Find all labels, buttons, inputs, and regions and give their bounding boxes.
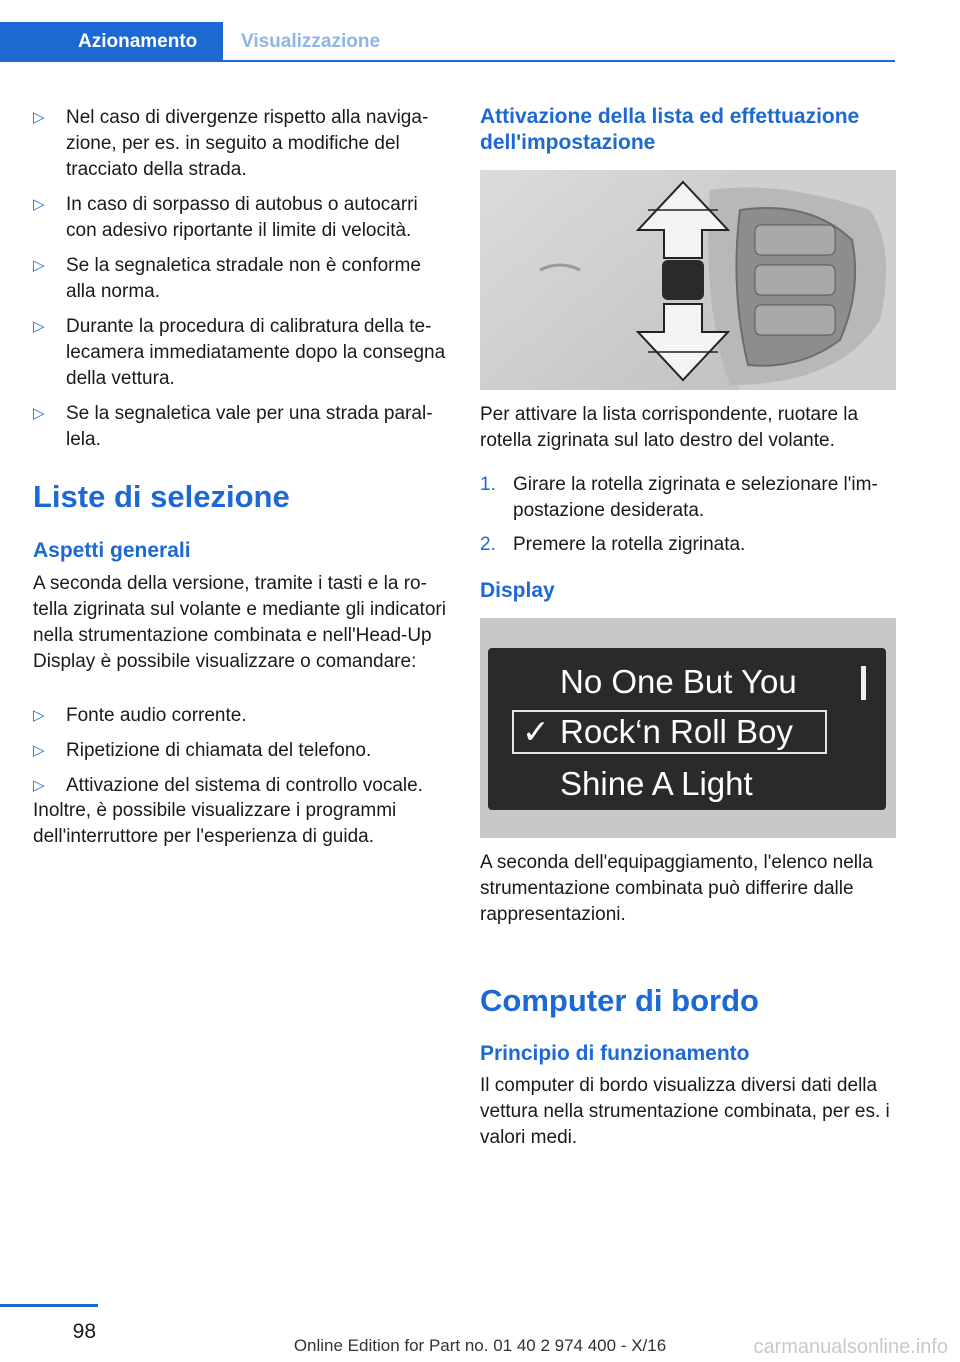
intro-paragraph: A seconda della versione, tramite i tasti e la rotella zigrinata sul volante e mediante gli indicatori nella strumentazione combinata e nell'Head-Up Display è possibile visualizzare o comandare: [33, 573, 446, 672]
bullet-list-bottom [33, 703, 448, 808]
triangle-bullet-icon: ▷ [33, 405, 45, 422]
list-item: 2. Premere la rotella zigrinata. [480, 534, 746, 555]
list-item: ▷ Fonte audio corrente. [33, 703, 448, 729]
paragraph-computer: Il computer di bordo visualizza diversi dati della vettura nella strumentazione combinata, per es. i valori medi. [480, 1075, 890, 1148]
paragraph-equipaggiamento: A seconda dell'equipaggiamento, l'elenco nella strumentazione combinata può differire dalle rappresentazioni. [480, 852, 873, 925]
outro-paragraph: Inoltre, è possibile visualizzare i programmi dell'interruttore per l'esperienza di guida. [33, 800, 397, 847]
list-item: ▷ Se la segnaletica stradale non è conforme alla norma. [33, 255, 421, 302]
list-item: ▷ Se la segnaletica vale per una strada parallela. [33, 403, 433, 450]
triangle-bullet-icon: ▷ [33, 257, 45, 274]
subsection-title-attivazione: Attivazione della lista ed effettuazione dell'impostazione [480, 105, 860, 154]
page-number: 98 [72, 1320, 96, 1343]
display-figure [480, 618, 896, 838]
triangle-bullet-icon: ▷ [33, 196, 45, 213]
display-item-1: No One But You [560, 663, 797, 700]
list-item: ▷ In caso di sorpasso di autobus o autocarri con adesivo riportante il limite di velocità. [33, 194, 418, 241]
triangle-bullet-icon: ▷ [33, 109, 45, 126]
tab-azionamento[interactable]: Azionamento [0, 22, 223, 62]
paragraph-attivare: Per attivare la lista corrispondente, ruotare la rotella zigrinata sul lato destro del volante. [480, 404, 859, 451]
footer-rule [0, 1304, 98, 1307]
subsection-title-principio: Principio di funzionamento [480, 1042, 750, 1065]
list-item: ▷ Attivazione del sistema di controllo vocale. [33, 773, 448, 799]
subsection-title-display: Display [480, 579, 555, 602]
triangle-bullet-icon: ▷ [33, 318, 45, 335]
watermark: carmanualsonline.info [753, 1336, 948, 1358]
triangle-bullet-icon: ▷ [33, 742, 45, 759]
bullet-list-top [33, 105, 448, 462]
triangle-bullet-icon: ▷ [33, 777, 45, 794]
display-scrollbar [861, 666, 866, 700]
header-rule [0, 60, 895, 62]
tab-visualizzazione[interactable]: Visualizzazione [241, 31, 381, 52]
display-screen [488, 648, 886, 810]
list-item: 1. Girare la rotella zigrinata e selezionare l'impostazione desiderata. [480, 474, 878, 521]
list-item: ▷ Nel caso di divergenze rispetto alla navigazione, per es. in seguito a modifiche del tracciato della strada. [33, 107, 429, 180]
edition-note: Online Edition for Part no. 01 40 2 974 400 - X/16 [293, 1336, 667, 1355]
section-title-liste: Liste di selezione [33, 479, 290, 514]
subsection-title-aspetti: Aspetti generali [33, 539, 191, 562]
list-item: ▷ Durante la procedura di calibratura della telecamera immediatamente dopo la consegna della vettura. [33, 316, 446, 389]
triangle-bullet-icon: ▷ [33, 707, 45, 724]
steps-list [480, 472, 896, 566]
page-header [0, 0, 960, 62]
display-item-2: Rock‘n Roll Boy [560, 713, 793, 750]
checkmark-icon: ✓ [522, 712, 550, 751]
display-item-3: Shine A Light [560, 765, 753, 802]
section-title-computer: Computer di bordo [480, 983, 759, 1018]
steering-wheel-figure [480, 170, 896, 390]
list-item: ▷ Ripetizione di chiamata del telefono. [33, 738, 448, 764]
